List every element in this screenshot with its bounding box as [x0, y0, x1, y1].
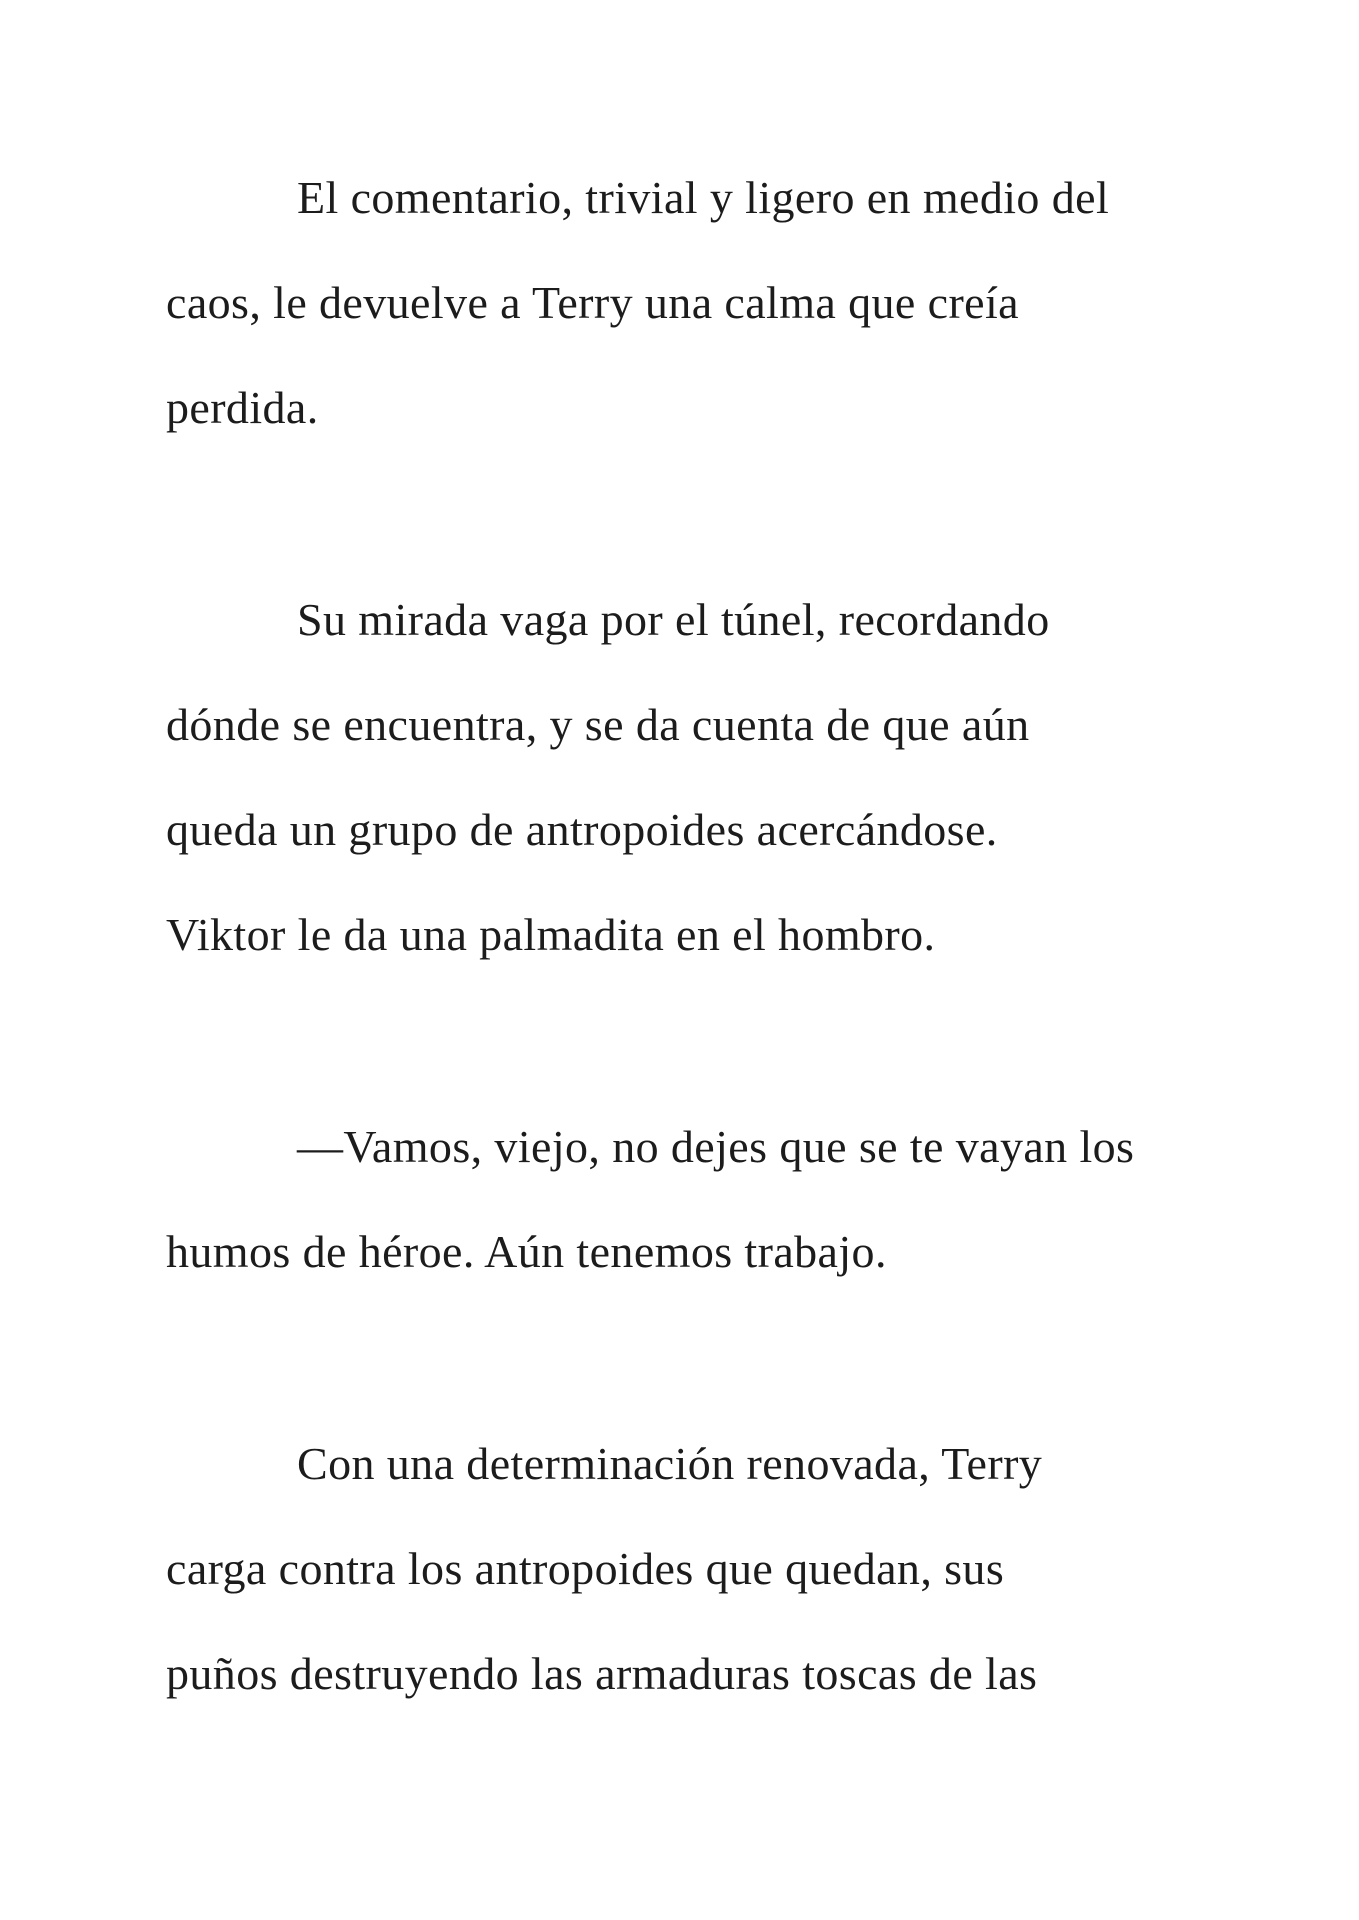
text-line: humos de héroe. Aún tenemos trabajo.: [166, 1226, 887, 1277]
text-line: Con una determinación renovada, Terry: [297, 1438, 1043, 1489]
text-line: perdida.: [166, 382, 319, 433]
text-line: —Vamos, viejo, no dejes que se te vayan los: [297, 1121, 1135, 1172]
text-line: caos, le devuelve a Terry una calma que creía: [166, 277, 1019, 328]
text-line: Su mirada vaga por el túnel, recordando: [297, 594, 1050, 645]
text-line: queda un grupo de antropoides acercándose.: [166, 804, 998, 855]
text-line: puños destruyendo las armaduras toscas de las: [166, 1648, 1038, 1699]
text-line: Viktor le da una palmadita en el hombro.: [166, 909, 936, 960]
text-line: El comentario, trivial y ligero en medio del: [297, 172, 1110, 223]
text-line: dónde se encuentra, y se da cuenta de que aún: [166, 699, 1030, 750]
text-line: carga contra los antropoides que quedan, sus: [166, 1543, 1005, 1594]
